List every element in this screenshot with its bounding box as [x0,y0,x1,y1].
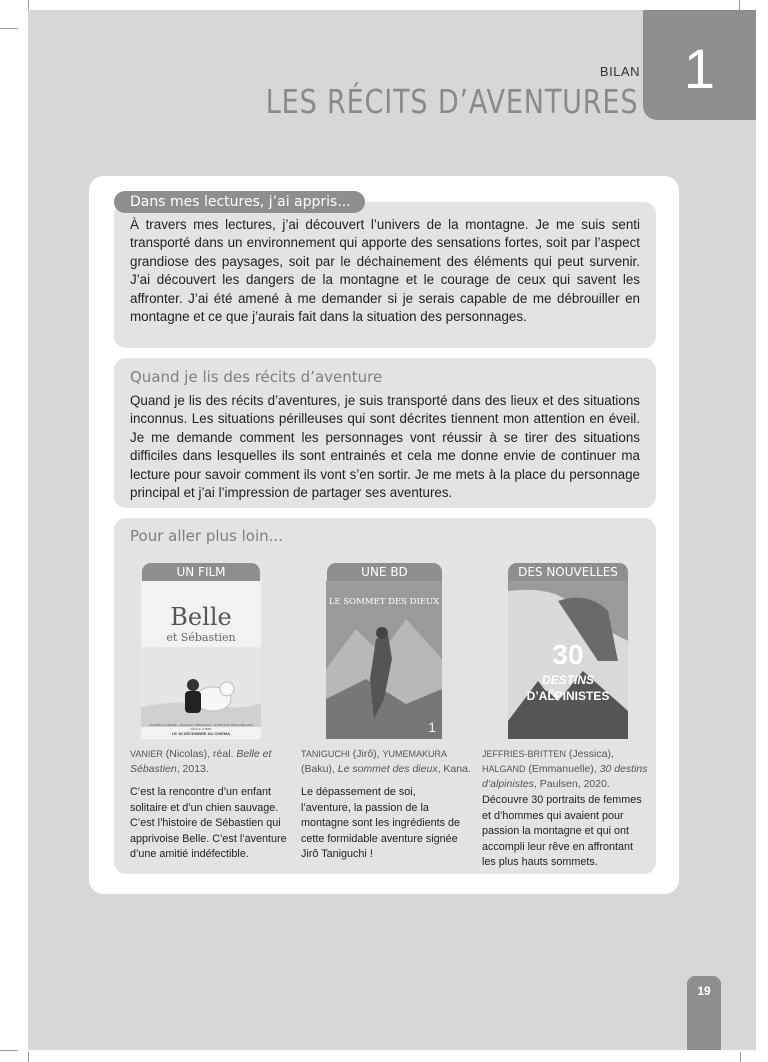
page-title: LES RÉCITS D’AVENTURES [265,82,638,121]
nouvelles-ref-author: JEFFRIES-BRITTEN [482,749,567,759]
learned-text: À travers mes lectures, j’ai découvert l’univers de la montagne. Je me suis senti transporté dans un environnement qui apporte des sensations fortes, soit par l’aspect grandiose des paysages, soit par le déchainement des éléments qui peut survenir. J’ai découvert les dangers de la montagne et le courage de ceux qui savent les affronter. J’ai été amené à me demander si je serais capable de me débrouiller en montagne et ce que j’aurais fait dans la situation des personnages. [130,217,640,325]
bd-cover-number: 1 [428,719,436,735]
crop-mark [0,1050,18,1051]
film-label: UN FILM [142,563,260,581]
bd-ref-title: Le sommet des dieux [337,763,438,775]
nouvelles-ref-author2: HALGAND [482,764,526,774]
film-ref-end: , 2013. [176,763,209,775]
film-cover-date: LE 18 DÉCEMBRE AU CINÉMA [171,731,231,736]
bd-ref-author-rest: (Jirô), [349,748,383,760]
film-cover-title: Belle [170,603,232,631]
nouvelles-cover [508,581,628,739]
nouvelles-cover-number: 30 [552,639,584,670]
learned-heading: Dans mes lectures, j’ai appris... [114,191,365,213]
bd-reference [301,747,476,777]
nouvelles-label: DES NOUVELLES [508,563,628,581]
bd-ref-author2-rest: (Baku), [301,763,338,775]
bd-ref-author2: YUMEMAKURA [382,749,448,759]
film-reference [130,747,280,777]
further-heading: Pour aller plus loin... [130,527,283,545]
nouvelles-ref-author2-rest: (Emmanuelle), [525,763,600,775]
bd-cover [326,581,442,739]
nouvelles-ref-author-rest: (Jessica), [566,748,614,760]
crop-mark [740,1052,741,1062]
film-ref-author-rest: (Nicolas), réal. [162,748,237,760]
nouvelles-description: Découvre 30 portraits de femmes et d’hommes qui avaient pour passion la montagne et qui ont accompli leur rêve en affrontant les plus hauts sommets. [482,794,642,868]
reading-text: Quand je lis des récits d’aventures, je suis transporté dans des lieux et des situations inconnus. Les situations périlleuses qui sont décrites tiennent mon attention en éveil. Je me demande comment les personnages vont réussir à se tirer des situations difficiles dans lesquelles ils sont entrainés et cela me donne envie de continuer ma lecture pour savoir comment ils vont s’en sortir. Je me mets à la place du personnage principal et j’ai l’impression de partager ses aventures. [130,393,640,501]
nouvelles-reference [482,747,652,792]
nouvelles-cover-title-1: DESTINS [541,673,594,687]
film-description: C’est la rencontre d’un enfant solitaire et d’un chien sauvage. C’est l’histoire de Sébastien qui apprivoise Belle. C’est l’aventure d’une amitié indéfectible. [130,786,287,860]
chapter-number: 1 [683,37,716,100]
bd-cover-image [326,609,442,739]
crop-mark [0,28,18,29]
bd-ref-author: TANIGUCHI [301,749,350,759]
bd-description: Le dépassement de soi, l’aventure, la passion de la montagne sont les ingrédients de cette formidable aventure signée Jirô Taniguchi ! [301,786,461,860]
nouvelles-ref-end: , Paulsen, 2020. [533,778,610,790]
film-cover-credit: D'APRÈS LA SÉRIE « BELLE ET SÉBASTIEN » ÉCRITE ET RÉALISÉE PAR CÉCILE AUBRY [149,723,253,731]
page-number: 19 [687,976,721,1050]
bd-ref-end: , Kana. [437,763,471,775]
reading-heading: Quand je lis des récits d’aventure [130,368,383,386]
crop-mark [28,1052,29,1062]
bd-label: UNE BD [327,563,442,581]
film-cover-image [141,647,261,727]
bd-cover-title: LE SOMMET DES DIEUX [328,597,440,607]
film-ref-title: Belle et Sébastien [130,748,272,775]
chapter-tab [643,10,756,120]
nouvelles-ref-title: 30 destins d’alpinistes [482,763,648,790]
film-cover [141,581,261,739]
section-label: BILAN [599,64,640,79]
nouvelles-cover-title-2: D’ALPINISTES [526,689,610,703]
film-cover-subtitle: et Sébastien [166,631,236,644]
film-ref-author: VANIER [130,749,163,759]
